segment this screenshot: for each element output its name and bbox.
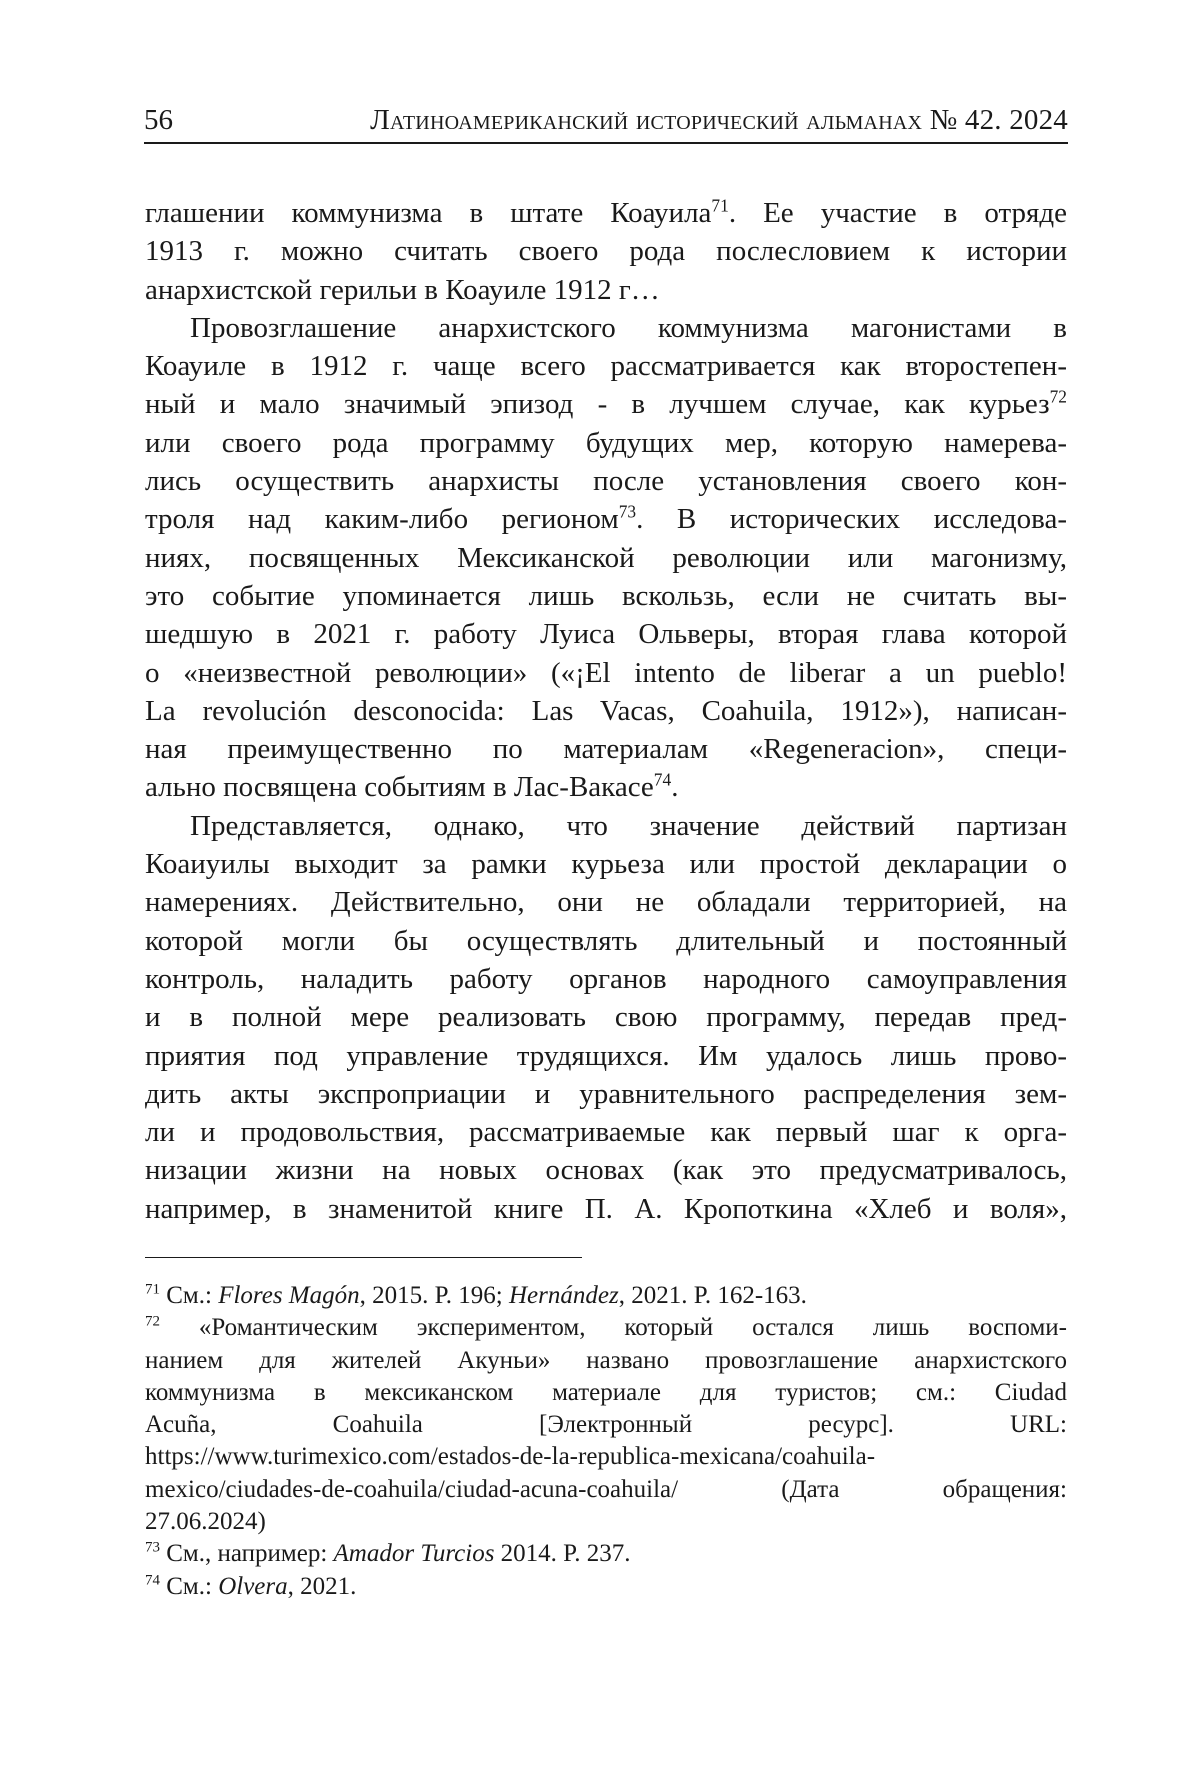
text-span: . (671, 771, 679, 804)
author-name: Hernández (508, 1282, 619, 1309)
text-span: ально посвящена событиям в Лас-Вакасе (145, 771, 654, 804)
paragraph-first-line: Представляется, однако, что значение действий партизан (190, 809, 1067, 842)
text-line (145, 385, 1067, 423)
text-span: См.: (160, 1282, 219, 1309)
text-line: ная преимущественно по материалам «Regeneracion», специ- (145, 733, 1067, 766)
text-span: ный и мало значимый эпизод - в лучшем случае, как курьез (145, 388, 1050, 421)
text-line: дить акты экспроприации и уравнительного распределения зем- (145, 1077, 1067, 1110)
text-line: это событие упоминается лишь вскользь, если не считать вы- (145, 579, 1067, 612)
text-line: ли и продовольствия, рассматриваемые как первый шаг к орга- (145, 1116, 1067, 1149)
text-line: Коаиуилы выходит за рамки курьеза или простой декларации о (145, 848, 1067, 881)
text-line: лись осуществить анархисты после установления своего кон- (145, 465, 1067, 498)
author-name: Amador Turcios (333, 1540, 495, 1568)
text-line: шедшую в 2021 г. работу Луиса Ольверы, вторая глава которой (145, 618, 1067, 651)
text-line: La revolución desconocida: Las Vacas, Coahuila, 1912»), написан- (145, 694, 1067, 727)
text-span: , 2021. P. 162-163. (618, 1282, 807, 1309)
footnote-line: 27.06.2024) (145, 1508, 266, 1536)
footnote-line: Acuña, Coahuila [Электронный ресурс]. URL: (145, 1411, 1067, 1439)
text-line: приятия под управление трудящихся. Им удалось лишь прово- (145, 1039, 1067, 1072)
footnote-71 (145, 1280, 1067, 1312)
text-line: 1913 г. можно считать своего рода послесловием к истории (145, 235, 1067, 268)
footnote-ref-73[interactable]: 73 (618, 501, 637, 522)
text-line: контроль, наладить работу органов народного самоуправления (145, 962, 1067, 995)
text-span: См., например: (160, 1540, 334, 1568)
text-line: анархистской герильи в Коауиле 1912 г… (145, 273, 660, 306)
footnote-number: 73 (145, 1540, 160, 1557)
footnote-74 (145, 1571, 1067, 1603)
journal-title: Латиноамериканский исторический альманах № 42. 2024 (370, 104, 1068, 136)
text-line: например, в знаменитой книге П. А. Кропоткина «Хлеб и воля», (145, 1192, 1067, 1225)
text-span: «Романтическим экспериментом, который остался лишь воспоми- (160, 1314, 1067, 1342)
text-line: и в полной мере реализовать свою программу, передав пред- (145, 1001, 1067, 1034)
text-span: троля над каким-либо регионом (145, 503, 619, 536)
footnote-url[interactable]: https://www.turimexico.com/estados-de-la-republica-mexicana/coahuila- (145, 1443, 876, 1471)
paragraph-first-line: Провозглашение анархистского коммунизма магонистами в (190, 311, 1067, 344)
text-line: ниях, посвященных Мексиканской революции или магонизму, (145, 541, 1067, 574)
text-span: См.: (160, 1572, 219, 1600)
footnote-ref-74[interactable]: 74 (653, 769, 672, 790)
author-name: Olvera (218, 1572, 288, 1600)
footnote-ref-72[interactable]: 72 (1049, 386, 1067, 407)
footnotes (145, 1280, 1067, 1603)
footnote-separator (145, 1257, 582, 1258)
text-span: глашении коммунизма в штате Коауила (145, 197, 712, 229)
footnote-72 (145, 1312, 1067, 1344)
text-line: или своего рода программу будущих мер, которую намерева- (145, 426, 1067, 459)
text-span: 2014. P. 237. (494, 1540, 631, 1568)
text-span: , 2021. (287, 1572, 357, 1600)
page-number: 56 (144, 104, 173, 136)
footnote-line: коммунизма в мексиканском материале для туристов; см.: Ciudad (145, 1378, 1067, 1406)
text-line (145, 500, 1067, 538)
text-line: намерениях. Действительно, они не обладали территорией, на (145, 886, 1067, 919)
running-header (144, 98, 1068, 144)
text-line (145, 194, 1067, 232)
footnote-73 (145, 1538, 1067, 1570)
main-text (145, 194, 1067, 1228)
text-line: которой могли бы осуществлять длительный и постоянный (145, 924, 1067, 957)
text-line: низации жизни на новых основах (как это предусматривалось, (145, 1154, 1067, 1187)
footnote-line: mexico/ciudades-de-coahuila/ciudad-acuna-coahuila/ (Дата обращения: (145, 1475, 1067, 1503)
text-line: о «неизвестной революции» («¡El intento de liberar a un pueblo! (145, 656, 1067, 689)
footnote-ref-71[interactable]: 71 (711, 195, 729, 216)
footnote-number: 72 (145, 1313, 160, 1330)
text-span: , 2015. P. 196; (359, 1282, 509, 1309)
footnote-number: 71 (145, 1281, 160, 1298)
footnote-number: 74 (145, 1572, 160, 1589)
text-line (145, 768, 1067, 806)
author-name: Flores Magón (218, 1282, 360, 1309)
text-span: . Ее участие в отряде (728, 197, 1067, 229)
text-line: Коауиле в 1912 г. чаще всего рассматривается как второстепен- (145, 350, 1067, 383)
footnote-line: нанием для жителей Акуньи» названо провозглашение анархистского (145, 1346, 1067, 1374)
text-span: . В исторических исследова- (636, 503, 1067, 536)
